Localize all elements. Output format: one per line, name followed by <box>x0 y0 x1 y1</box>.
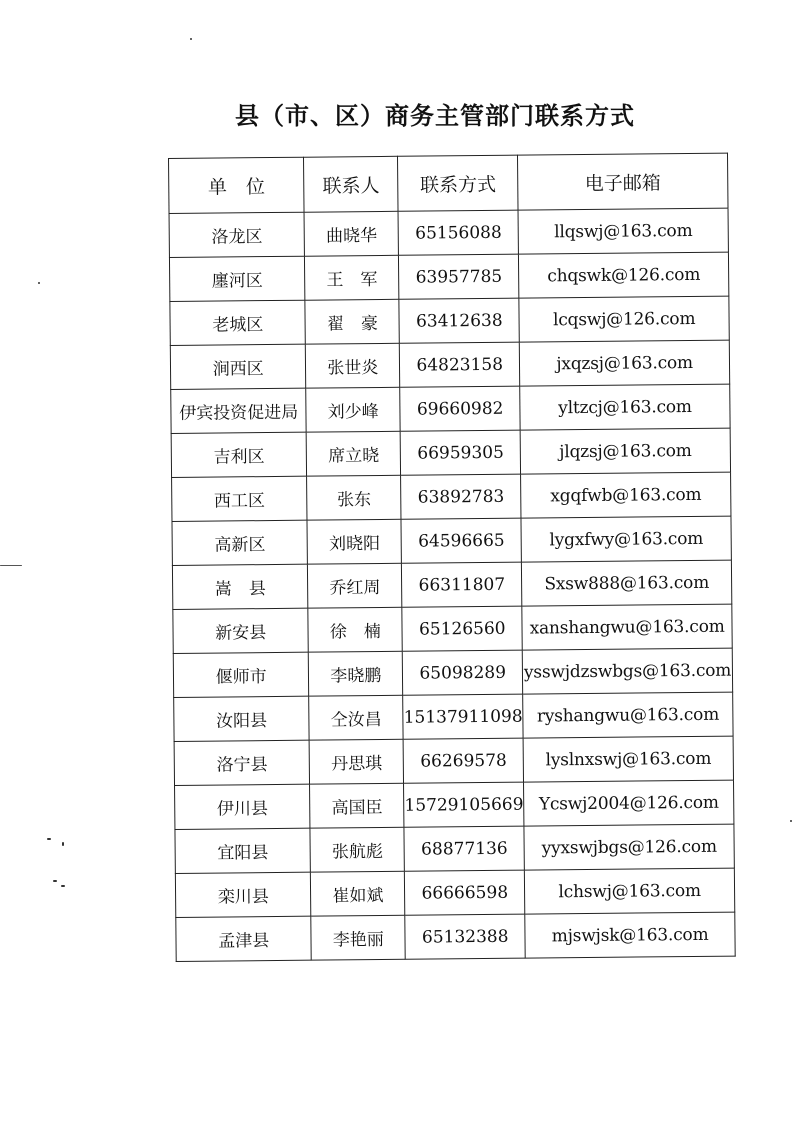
cell-phone: 65156088 <box>398 210 518 255</box>
cell-email: llqswj@163.com <box>518 208 728 254</box>
cell-email: xgqfwb@163.com <box>521 472 731 518</box>
cell-email: Ycswj2004@126.com <box>524 780 734 826</box>
table-row <box>174 736 733 785</box>
cell-person: 李晓鹏 <box>309 651 403 696</box>
cell-unit: 栾川县 <box>175 872 311 917</box>
cell-person: 翟 豪 <box>305 299 399 344</box>
cell-email: lyslnxswj@163.com <box>523 736 733 782</box>
table-row <box>169 252 728 301</box>
cell-person: 席立晓 <box>307 431 401 476</box>
scan-speck <box>790 820 792 822</box>
scan-speck <box>61 885 65 887</box>
cell-email: lchswj@163.com <box>525 868 735 914</box>
table-row <box>169 208 728 257</box>
scan-speck <box>0 565 22 566</box>
cell-phone: 69660982 <box>400 386 520 431</box>
cell-person: 李艳丽 <box>311 915 405 960</box>
cell-unit: 洛龙区 <box>169 212 305 257</box>
cell-phone: 65098289 <box>403 650 523 695</box>
cell-person: 乔红周 <box>308 563 402 608</box>
table-row <box>175 824 734 873</box>
table-row <box>170 296 729 345</box>
table-row <box>170 340 729 389</box>
cell-phone: 66311807 <box>402 562 522 607</box>
cell-email: chqswk@126.com <box>519 252 729 298</box>
cell-person: 刘少峰 <box>306 387 400 432</box>
cell-phone: 63957785 <box>399 254 519 299</box>
cell-email: mjswjsk@163.com <box>525 912 735 958</box>
cell-person: 张世炎 <box>306 343 400 388</box>
cell-person: 张东 <box>307 475 401 520</box>
cell-unit: 洛宁县 <box>174 740 310 785</box>
header-person: 联系人 <box>304 156 398 212</box>
cell-unit: 西工区 <box>172 476 308 521</box>
cell-email: jxqzsj@163.com <box>520 340 730 386</box>
table-row <box>172 560 731 609</box>
cell-email: xanshangwu@163.com <box>522 604 732 650</box>
scan-speck <box>47 838 51 840</box>
table-row <box>175 868 734 917</box>
cell-phone: 15137911098 <box>403 694 523 739</box>
scan-speck <box>53 880 57 882</box>
cell-phone: 15729105669 <box>404 782 524 827</box>
cell-unit: 偃师市 <box>173 652 309 697</box>
scan-speck <box>62 842 64 846</box>
table-row <box>171 428 730 477</box>
table-row <box>172 472 731 521</box>
cell-phone: 65126560 <box>402 606 522 651</box>
cell-email: yyxswjbgs@126.com <box>524 824 734 870</box>
table-header-row <box>169 153 729 213</box>
cell-person: 仝汝昌 <box>309 695 403 740</box>
cell-unit: 伊川县 <box>175 784 311 829</box>
cell-person: 徐 楠 <box>308 607 402 652</box>
cell-unit: 新安县 <box>173 608 309 653</box>
table-row <box>172 516 731 565</box>
cell-person: 高国臣 <box>310 783 404 828</box>
cell-unit: 吉利区 <box>171 432 307 477</box>
table-row <box>173 648 732 697</box>
cell-email: Sxsw888@163.com <box>522 560 732 606</box>
cell-phone: 65132388 <box>405 914 525 959</box>
contacts-table <box>168 153 736 962</box>
cell-email: ryshangwu@163.com <box>523 692 733 738</box>
cell-email: lygxfwy@163.com <box>521 516 731 562</box>
cell-unit: 涧西区 <box>170 344 306 389</box>
table-row <box>175 780 734 829</box>
cell-person: 崔如斌 <box>311 871 405 916</box>
cell-phone: 66959305 <box>400 430 520 475</box>
scan-speck <box>38 282 40 284</box>
cell-unit: 孟津县 <box>176 916 312 961</box>
cell-email: lcqswj@126.com <box>519 296 729 342</box>
cell-person: 刘晓阳 <box>307 519 401 564</box>
cell-unit: 高新区 <box>172 520 308 565</box>
table-row <box>171 384 730 433</box>
cell-phone: 64823158 <box>400 342 520 387</box>
cell-phone: 66269578 <box>403 738 523 783</box>
cell-unit: 老城区 <box>170 300 306 345</box>
cell-unit: 嵩 县 <box>172 564 308 609</box>
header-unit: 单 位 <box>169 157 305 213</box>
table-row <box>174 692 733 741</box>
header-email: 电子邮箱 <box>518 153 728 210</box>
cell-unit: 廛河区 <box>169 256 305 301</box>
table-row <box>173 604 732 653</box>
cell-unit: 伊宾投资促进局 <box>171 388 307 433</box>
cell-unit: 汝阳县 <box>174 696 310 741</box>
table-row <box>176 912 735 961</box>
cell-phone: 63412638 <box>399 298 519 343</box>
cell-email: jlqzsj@163.com <box>520 428 730 474</box>
cell-phone: 64596665 <box>401 518 521 563</box>
cell-unit: 宜阳县 <box>175 828 311 873</box>
scan-speck <box>190 38 192 40</box>
cell-phone: 66666598 <box>405 870 525 915</box>
cell-phone: 68877136 <box>404 826 524 871</box>
cell-person: 曲晓华 <box>304 211 398 256</box>
cell-person: 丹思琪 <box>309 739 403 784</box>
header-phone: 联系方式 <box>398 155 519 211</box>
page-title: 县（市、区）商务主管部门联系方式 <box>235 102 635 130</box>
cell-phone: 63892783 <box>401 474 521 519</box>
cell-email: yltzcj@163.com <box>520 384 730 430</box>
cell-email: ysswjdzswbgs@163.com <box>522 648 732 694</box>
cell-person: 王 军 <box>305 255 399 300</box>
cell-person: 张航彪 <box>310 827 404 872</box>
